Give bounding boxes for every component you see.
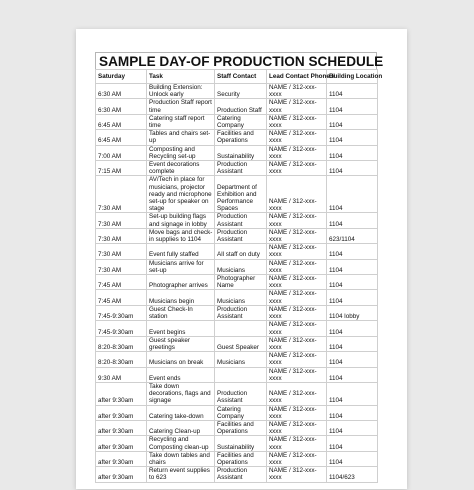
lead-phone-cell: NAME / 312-xxx-xxxx bbox=[267, 275, 327, 290]
task-cell: Photographer arrives bbox=[147, 275, 215, 290]
lead-phone-cell: NAME / 312-xxx-xxxx bbox=[267, 114, 327, 129]
table-row bbox=[96, 244, 378, 259]
staff-contact-cell: Production Assistant bbox=[215, 161, 267, 176]
task-cell: Musicians arrive for set-up bbox=[147, 259, 215, 274]
lead-phone-cell: NAME / 312-xxx-xxxx bbox=[267, 436, 327, 451]
location-cell: 1104 bbox=[327, 382, 378, 405]
time-cell: 7:30 AM bbox=[96, 213, 147, 228]
lead-phone-cell: NAME / 312-xxx-xxxx bbox=[267, 336, 327, 351]
task-cell: Musicians on break bbox=[147, 352, 215, 367]
task-cell: Catering take-down bbox=[147, 405, 215, 420]
lead-phone-cell: NAME / 312-xxx-xxxx bbox=[267, 290, 327, 305]
lead-phone-cell: NAME / 312-xxx-xxxx bbox=[267, 382, 327, 405]
lead-phone-cell: NAME / 312-xxx-xxxx bbox=[267, 305, 327, 320]
staff-contact-cell: Department of Exhibition and Performance Spaces bbox=[215, 176, 267, 213]
time-cell: 7:45-9:30am bbox=[96, 305, 147, 320]
column-header-staff-contact: Staff Contact bbox=[215, 70, 267, 84]
table-row bbox=[96, 382, 378, 405]
location-cell: 1104 lobby bbox=[327, 305, 378, 320]
table-row bbox=[96, 114, 378, 129]
lead-phone-cell: NAME / 312-xxx-xxxx bbox=[267, 244, 327, 259]
task-cell: Move bags and check-in supplies to 1104 bbox=[147, 228, 215, 243]
lead-phone-cell: NAME / 312-xxx-xxxx bbox=[267, 161, 327, 176]
task-cell: Event begins bbox=[147, 321, 215, 336]
table-row bbox=[96, 321, 378, 336]
time-cell: 7:30 AM bbox=[96, 259, 147, 274]
table-row bbox=[96, 405, 378, 420]
staff-contact-cell: Facilities and Operations bbox=[215, 451, 267, 466]
location-cell: 1104 bbox=[327, 405, 378, 420]
table-row bbox=[96, 176, 378, 213]
table-row bbox=[96, 367, 378, 382]
task-cell: Set-up building flags and signage in lobby bbox=[147, 213, 215, 228]
time-cell: after 9:30am bbox=[96, 405, 147, 420]
table-row bbox=[96, 145, 378, 160]
staff-contact-cell: Production Staff bbox=[215, 99, 267, 114]
time-cell: 6:45 AM bbox=[96, 130, 147, 145]
task-cell: Catering staff report time bbox=[147, 114, 215, 129]
lead-phone-cell: NAME / 312-xxx-xxxx bbox=[267, 420, 327, 435]
lead-phone-cell: NAME / 312-xxx-xxxx bbox=[267, 321, 327, 336]
table-row bbox=[96, 275, 378, 290]
lead-phone-cell: NAME / 312-xxx-xxxx bbox=[267, 213, 327, 228]
table-row bbox=[96, 99, 378, 114]
staff-contact-cell: Production Assistant bbox=[215, 467, 267, 482]
time-cell: 8:20-8:30am bbox=[96, 352, 147, 367]
staff-contact-cell: Production Assistant bbox=[215, 228, 267, 243]
table-row bbox=[96, 84, 378, 99]
location-cell: 1104 bbox=[327, 176, 378, 213]
column-header-building-location: Building Location bbox=[327, 70, 378, 84]
lead-phone-cell: NAME / 312-xxx-xxxx bbox=[267, 84, 327, 99]
time-cell: 6:45 AM bbox=[96, 114, 147, 129]
location-cell: 1104 bbox=[327, 367, 378, 382]
table-row bbox=[96, 336, 378, 351]
task-cell: Guest Check-In station bbox=[147, 305, 215, 320]
task-cell: Composting and Recycling set-up bbox=[147, 145, 215, 160]
time-cell: 7:30 AM bbox=[96, 176, 147, 213]
time-cell: after 9:30am bbox=[96, 420, 147, 435]
lead-phone-cell: NAME / 312-xxx-xxxx bbox=[267, 228, 327, 243]
table-row bbox=[96, 130, 378, 145]
task-cell: Musicians begin bbox=[147, 290, 215, 305]
staff-contact-cell: Facilities and Operations bbox=[215, 420, 267, 435]
staff-contact-cell: Production Assistant bbox=[215, 382, 267, 405]
lead-phone-cell: NAME / 312-xxx-xxxx bbox=[267, 405, 327, 420]
staff-contact-cell: Musicians bbox=[215, 290, 267, 305]
location-cell: 1104 bbox=[327, 451, 378, 466]
column-header-day: Saturday bbox=[96, 70, 147, 84]
location-cell: 1104 bbox=[327, 290, 378, 305]
location-cell: 1104 bbox=[327, 84, 378, 99]
staff-contact-cell: Musicians bbox=[215, 352, 267, 367]
column-header-lead-phone: Lead Contact Phone # bbox=[267, 70, 327, 84]
page-title: SAMPLE DAY-OF PRODUCTION SCHEDULE bbox=[95, 52, 377, 69]
location-cell: 1104 bbox=[327, 145, 378, 160]
location-cell: 1104/623 bbox=[327, 467, 378, 482]
task-cell: AV/Tech in place for musicians, projector ready and microphone set-up for speaker on stage bbox=[147, 176, 215, 213]
lead-phone-cell: NAME / 312-xxx-xxxx bbox=[267, 130, 327, 145]
time-cell: 8:20-8:30am bbox=[96, 336, 147, 351]
location-cell: 1104 bbox=[327, 244, 378, 259]
staff-contact-cell: Guest Speaker bbox=[215, 336, 267, 351]
time-cell: after 9:30am bbox=[96, 436, 147, 451]
lead-phone-cell: NAME / 312-xxx-xxxx bbox=[267, 352, 327, 367]
location-cell: 1104 bbox=[327, 114, 378, 129]
column-header-task: Task bbox=[147, 70, 215, 84]
schedule-table bbox=[95, 69, 383, 483]
staff-contact-cell: Sustainability bbox=[215, 145, 267, 160]
task-cell: Building Extension: Unlock early bbox=[147, 84, 215, 99]
time-cell: 7:15 AM bbox=[96, 161, 147, 176]
location-cell: 1104 bbox=[327, 352, 378, 367]
staff-contact-cell: Production Assistant bbox=[215, 305, 267, 320]
table-row bbox=[96, 228, 378, 243]
time-cell: 7:00 AM bbox=[96, 145, 147, 160]
time-cell: after 9:30am bbox=[96, 467, 147, 482]
location-cell: 1104 bbox=[327, 213, 378, 228]
time-cell: 9:30 AM bbox=[96, 367, 147, 382]
table-row bbox=[96, 305, 378, 320]
time-cell: 7:30 AM bbox=[96, 244, 147, 259]
location-cell: 1104 bbox=[327, 321, 378, 336]
lead-phone-cell: NAME / 312-xxx-xxxx bbox=[267, 99, 327, 114]
task-cell: Catering Clean-up bbox=[147, 420, 215, 435]
lead-phone-cell: NAME / 312-xxx-xxxx bbox=[267, 176, 327, 213]
lead-phone-cell: NAME / 312-xxx-xxxx bbox=[267, 451, 327, 466]
location-cell: 1104 bbox=[327, 336, 378, 351]
table-row bbox=[96, 290, 378, 305]
task-cell: Event fully staffed bbox=[147, 244, 215, 259]
task-cell: Recycling and Composting clean-up bbox=[147, 436, 215, 451]
staff-contact-cell: Production Assistant bbox=[215, 213, 267, 228]
lead-phone-cell: NAME / 312-xxx-xxxx bbox=[267, 259, 327, 274]
table-row bbox=[96, 420, 378, 435]
staff-contact-cell: Catering Company bbox=[215, 405, 267, 420]
staff-contact-cell: Musicians bbox=[215, 259, 267, 274]
table-row bbox=[96, 352, 378, 367]
time-cell: 6:30 AM bbox=[96, 84, 147, 99]
location-cell: 1104 bbox=[327, 420, 378, 435]
task-cell: Return event supplies to 623 bbox=[147, 467, 215, 482]
staff-contact-cell: All staff on duty bbox=[215, 244, 267, 259]
table-row bbox=[96, 213, 378, 228]
time-cell: after 9:30am bbox=[96, 451, 147, 466]
table-header-row bbox=[96, 70, 378, 84]
location-cell: 1104 bbox=[327, 99, 378, 114]
time-cell: 7:30 AM bbox=[96, 228, 147, 243]
time-cell: 7:45 AM bbox=[96, 275, 147, 290]
location-cell: 1104 bbox=[327, 436, 378, 451]
location-cell: 1104 bbox=[327, 161, 378, 176]
location-cell: 1104 bbox=[327, 130, 378, 145]
table-row bbox=[96, 259, 378, 274]
task-cell: Take down tables and chairs bbox=[147, 451, 215, 466]
staff-contact-cell: Facilities and Operations bbox=[215, 130, 267, 145]
staff-contact-cell: Security bbox=[215, 84, 267, 99]
staff-contact-cell: Sustainability bbox=[215, 436, 267, 451]
staff-contact-cell: Photographer Name bbox=[215, 275, 267, 290]
time-cell: after 9:30am bbox=[96, 382, 147, 405]
task-cell: Take down decorations, flags and signage bbox=[147, 382, 215, 405]
table-row bbox=[96, 451, 378, 466]
staff-contact-cell bbox=[215, 367, 267, 382]
task-cell: Event ends bbox=[147, 367, 215, 382]
location-cell: 623/1104 bbox=[327, 228, 378, 243]
task-cell: Guest speaker greetings bbox=[147, 336, 215, 351]
lead-phone-cell: NAME / 312-xxx-xxxx bbox=[267, 367, 327, 382]
location-cell: 1104 bbox=[327, 275, 378, 290]
table-row bbox=[96, 467, 378, 482]
time-cell: 7:45-9:30am bbox=[96, 321, 147, 336]
staff-contact-cell bbox=[215, 321, 267, 336]
time-cell: 6:30 AM bbox=[96, 99, 147, 114]
location-cell: 1104 bbox=[327, 259, 378, 274]
task-cell: Production Staff report time bbox=[147, 99, 215, 114]
time-cell: 7:45 AM bbox=[96, 290, 147, 305]
table-row bbox=[96, 436, 378, 451]
staff-contact-cell: Catering Company bbox=[215, 114, 267, 129]
task-cell: Event decorations complete bbox=[147, 161, 215, 176]
task-cell: Tables and chairs set-up bbox=[147, 130, 215, 145]
lead-phone-cell: NAME / 312-xxx-xxxx bbox=[267, 467, 327, 482]
lead-phone-cell: NAME / 312-xxx-xxxx bbox=[267, 145, 327, 160]
table-row bbox=[96, 161, 378, 176]
